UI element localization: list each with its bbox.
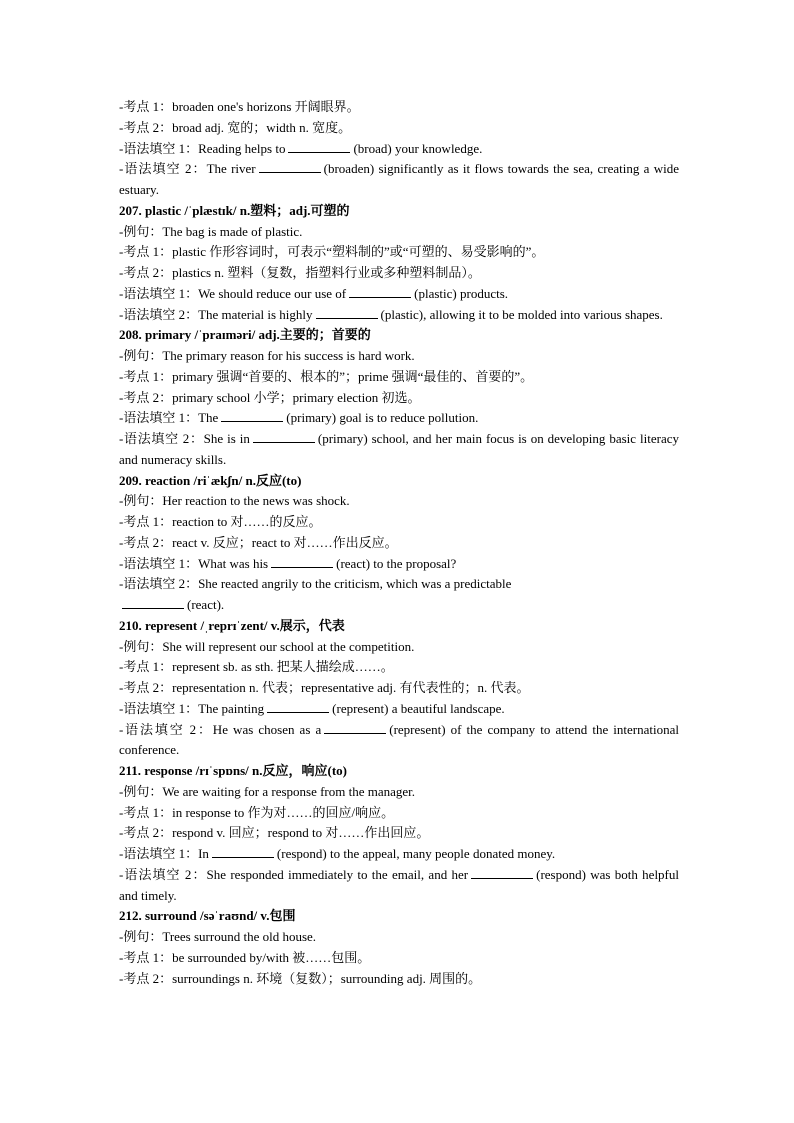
content-line — [119, 222, 679, 243]
content-text: -考点 2：plastics n. 塑料（复数，指塑料行业或多种塑料制品）。 — [119, 265, 481, 280]
exercise-hint: (respond) to the appeal, many people donated money. — [276, 846, 556, 861]
fill-in-blank — [253, 431, 315, 443]
exercise-prompt: -语法填空 1：What was his — [119, 555, 269, 571]
content-line — [119, 533, 679, 554]
fill-in-blank — [212, 846, 274, 858]
exercise-prompt: -语法填空 2：She responded immediately to the email, and her — [119, 866, 469, 882]
content-line — [119, 97, 679, 118]
exercise-line — [119, 699, 679, 720]
content-text: -考点 1：broaden one's horizons 开阔眼界。 — [119, 99, 360, 114]
fill-in-blank — [221, 410, 283, 422]
content-line — [119, 969, 679, 990]
content-text: -语法填空 2：She reacted angrily to the criticism, which was a predictable — [119, 576, 512, 592]
entry-heading — [119, 471, 679, 492]
exercise-hint: (primary) school, and her main focus is on developing basic literacy and numeracy skills. — [119, 431, 679, 467]
content-text: -例句：Trees surround the old house. — [119, 929, 317, 944]
entry-heading-text: 209. reaction /riˈækʃn/ n.反应(to) — [119, 472, 302, 488]
content-text: -考点 2：representation n. 代表；representative adj. 有代表性的；n. 代表。 — [119, 680, 530, 695]
exercise-hint: (plastic), allowing it to be molded into various shapes. — [380, 306, 663, 322]
exercise-prompt: -语法填空 1：We should reduce our use of — [119, 285, 347, 301]
content-line — [119, 346, 679, 367]
entry-heading-text: 210. represent /ˌreprɪˈzent/ v.展示，代表 — [119, 617, 345, 633]
content-line — [119, 574, 679, 595]
content-line — [119, 491, 679, 512]
exercise-line — [119, 720, 679, 762]
content-text: -例句：Her reaction to the news was shock. — [119, 493, 350, 509]
exercise-prompt: -语法填空 2：The material is highly — [119, 306, 313, 322]
exercise-hint: (represent) a beautiful landscape. — [332, 700, 505, 716]
exercise-hint: (broad) your knowledge. — [353, 140, 483, 156]
exercise-hint: (broaden) significantly as it flows towards the sea, creating a wide estuary. — [119, 161, 679, 197]
exercise-hint: (react) to the proposal? — [336, 555, 457, 571]
exercise-hint: (represent) of the company to attend the international conference. — [119, 721, 679, 758]
content-line — [119, 242, 679, 263]
content-line — [119, 782, 679, 803]
entry-heading-text: 212. surround /səˈraʊnd/ v.包围 — [119, 908, 296, 924]
exercise-prompt: -语法填空 1：The — [119, 410, 219, 426]
exercise-prompt: -语法填空 2：She is in — [119, 431, 250, 446]
content-text: -考点 1：in response to 作为对……的回应/响应。 — [119, 804, 395, 820]
exercise-line — [119, 865, 679, 907]
exercise-prompt: -语法填空 1：Reading helps to — [119, 140, 286, 156]
exercise-line — [119, 554, 679, 575]
content-text: -考点 1：be surrounded by/with 被……包围。 — [119, 949, 371, 965]
exercise-prompt: -语法填空 1：The painting — [119, 700, 265, 716]
fill-in-blank — [471, 867, 533, 879]
entry-heading — [119, 201, 679, 222]
content-text: -考点 1：plastic 作形容词时，可表示“塑料制的”或“可塑的、易受影响的”。 — [119, 244, 545, 260]
content-text: -考点 1：represent sb. as sth. 把某人描绘成……。 — [119, 659, 394, 675]
exercise-line — [119, 429, 679, 471]
content-line — [119, 367, 679, 388]
content-text: -考点 2：primary school 小学；primary election 初选。 — [119, 389, 421, 405]
content-text: -考点 2：surroundings n. 环境（复数）；surrounding adj. 周围的。 — [119, 970, 482, 986]
exercise-line — [119, 844, 679, 865]
exercise-hint: (primary) goal is to reduce pollution. — [286, 410, 479, 426]
fill-in-blank — [267, 701, 329, 713]
content-text: -考点 1：primary 强调“首要的、根本的”；prime 强调“最佳的、首要的”。 — [119, 368, 534, 384]
exercise-line — [119, 139, 679, 160]
exercise-hint: (plastic) products. — [414, 285, 509, 301]
fill-in-blank — [271, 556, 333, 568]
exercise-prompt: -语法填空 2：He was chosen as a — [119, 721, 322, 737]
fill-in-blank — [288, 141, 350, 153]
content-text: -考点 2：react v. 反应；react to 对……作出反应。 — [119, 534, 398, 550]
content-line — [119, 657, 679, 678]
content-line — [119, 637, 679, 658]
entry-heading — [119, 325, 679, 346]
content-text: -例句：We are waiting for a response from the manager. — [119, 783, 416, 799]
content-line — [119, 118, 679, 139]
content-text: -例句：The primary reason for his success is hard work. — [119, 348, 415, 363]
exercise-line — [119, 305, 679, 326]
content-text: -考点 2：respond v. 回应；respond to 对……作出回应。 — [119, 825, 430, 841]
exercise-line — [119, 284, 679, 305]
content-text: -例句：The bag is made of plastic. — [119, 223, 303, 239]
fill-in-blank — [316, 307, 378, 319]
content-text: -考点 1：reaction to 对……的反应。 — [119, 514, 322, 529]
content-line — [119, 927, 679, 948]
fill-in-blank — [324, 722, 386, 734]
exercise-prompt: -语法填空 2：The river — [119, 161, 256, 177]
exercise-hint: (react). — [187, 597, 225, 612]
exercise-hint: (respond) was both helpful and timely. — [119, 866, 680, 903]
document-page — [119, 97, 679, 989]
content-line — [119, 803, 679, 824]
content-line — [119, 823, 679, 844]
entry-heading-text: 207. plastic /ˈplæstɪk/ n.塑料；adj.可塑的 — [119, 202, 350, 218]
content-line — [119, 263, 679, 284]
exercise-prompt: -语法填空 1：In — [119, 846, 209, 861]
entry-heading-text: 208. primary /ˈpraɪməri/ adj.主要的；首要的 — [119, 327, 371, 343]
content-line — [119, 678, 679, 699]
entry-heading — [119, 616, 679, 637]
exercise-line — [119, 159, 679, 201]
content-line — [119, 948, 679, 969]
fill-in-blank — [349, 286, 411, 298]
entry-heading-text: 211. response /rɪˈspɒns/ n.反应，响应(to) — [119, 763, 348, 778]
entry-heading — [119, 906, 679, 927]
content-text: -例句：She will represent our school at the competition. — [119, 638, 415, 654]
exercise-line — [119, 408, 679, 429]
content-line — [119, 388, 679, 409]
fill-in-blank — [259, 161, 321, 173]
exercise-line — [119, 595, 679, 616]
fill-in-blank — [122, 597, 184, 609]
content-text: -考点 2：broad adj. 宽的；width n. 宽度。 — [119, 119, 352, 135]
entry-heading — [119, 761, 679, 782]
content-line — [119, 512, 679, 533]
